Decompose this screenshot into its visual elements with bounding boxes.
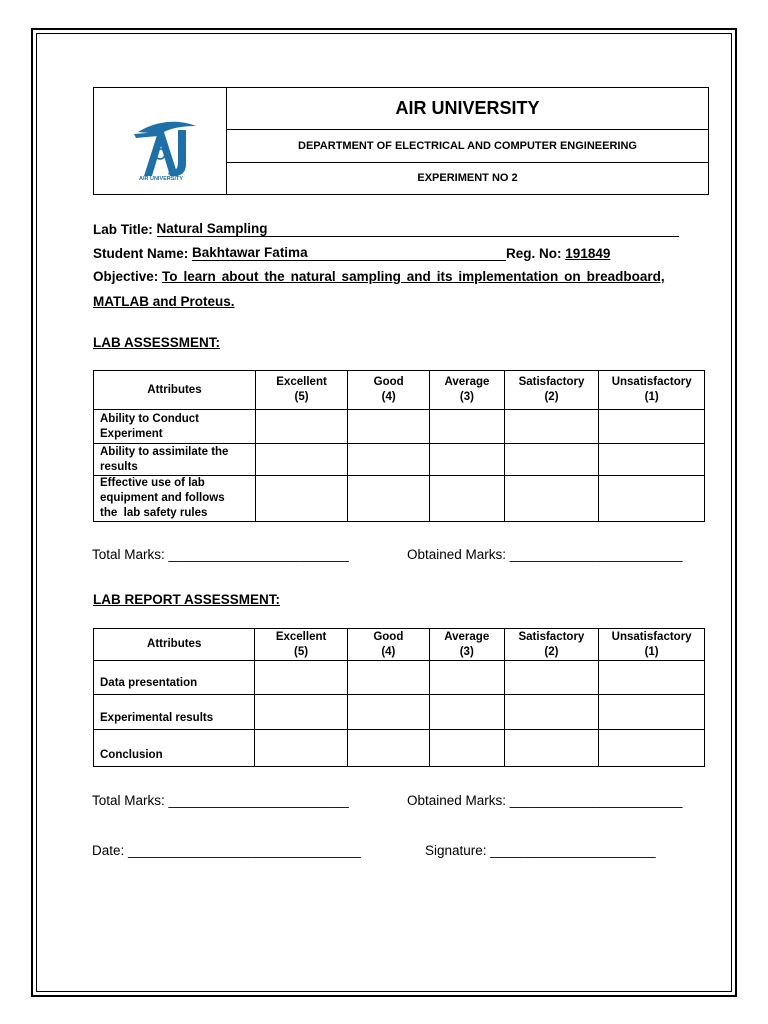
score-cell[interactable] (348, 410, 430, 444)
table-row (94, 730, 705, 767)
score-cell[interactable] (504, 730, 599, 767)
table-header-row (94, 371, 705, 410)
attribute-cell: Ability to Conduct Experiment (94, 410, 256, 444)
table-row (94, 410, 705, 444)
col-satisfactory: Satisfactory (2) (504, 629, 599, 661)
student-name-label: Student Name: (93, 246, 189, 261)
attribute-cell: Conclusion (94, 730, 255, 767)
objective-text-2: MATLAB and Proteus. (93, 294, 235, 309)
objective-line (93, 269, 703, 284)
signature-field: Signature: ______________________ (425, 843, 656, 858)
report-obtained-marks: Obtained Marks: _______________________ (407, 793, 683, 808)
score-cell[interactable] (599, 410, 705, 444)
col-satisfactory: Satisfactory (2) (504, 371, 599, 410)
reg-no-label: Reg. No: (506, 246, 562, 261)
score-cell[interactable] (599, 695, 705, 730)
score-cell[interactable] (504, 444, 599, 476)
lab-title-label: Lab Title: (93, 222, 153, 237)
score-cell[interactable] (255, 444, 347, 476)
score-cell[interactable] (504, 661, 599, 695)
score-cell[interactable] (348, 444, 430, 476)
score-cell[interactable] (429, 730, 504, 767)
student-name-field (192, 246, 506, 261)
experiment-number: EXPERIMENT NO 2 (417, 172, 518, 184)
objective-text-1: To learn about the natural sampling and its implementation on breadboard, (162, 269, 665, 284)
score-cell[interactable] (504, 476, 599, 522)
table-row (94, 444, 705, 476)
col-excellent: Excellent (5) (255, 629, 347, 661)
col-average: Average (3) (430, 371, 505, 410)
table-row (94, 476, 705, 522)
air-university-logo (94, 88, 227, 194)
attribute-cell: Experimental results (94, 695, 255, 730)
score-cell[interactable] (348, 476, 430, 522)
score-cell[interactable] (599, 476, 705, 522)
university-title: AIR UNIVERSITY (227, 88, 708, 130)
score-cell[interactable] (430, 476, 505, 522)
report-assessment-table (93, 628, 705, 767)
score-cell[interactable] (347, 730, 429, 767)
lab-assessment-title: LAB ASSESSMENT: (93, 335, 221, 350)
col-average: Average (3) (429, 629, 504, 661)
col-attributes: Attributes (94, 371, 256, 410)
objective-label: Objective: (93, 269, 159, 284)
col-unsatisfactory: Unsatisfactory (1) (599, 629, 705, 661)
score-cell[interactable] (430, 444, 505, 476)
score-cell[interactable] (255, 695, 347, 730)
table-header-row (94, 629, 705, 661)
score-cell[interactable] (255, 661, 347, 695)
score-cell[interactable] (255, 410, 347, 444)
lab-total-marks: Total Marks: ________________________ (92, 547, 349, 562)
col-excellent: Excellent (5) (255, 371, 347, 410)
score-cell[interactable] (430, 410, 505, 444)
attribute-cell: Data presentation (94, 661, 255, 695)
score-cell[interactable] (347, 695, 429, 730)
score-cell[interactable] (255, 730, 347, 767)
table-row (94, 695, 705, 730)
score-cell[interactable] (429, 661, 504, 695)
col-attributes: Attributes (94, 629, 255, 661)
lab-title-value: Natural Sampling (156, 221, 268, 236)
lab-assessment-table (93, 370, 705, 522)
header-box (93, 87, 709, 195)
report-total-marks: Total Marks: ________________________ (92, 793, 349, 808)
col-good: Good (4) (348, 371, 430, 410)
score-cell[interactable] (255, 476, 347, 522)
date-field: Date: _______________________________ (92, 843, 361, 858)
score-cell[interactable] (347, 661, 429, 695)
col-unsatisfactory: Unsatisfactory (1) (599, 371, 705, 410)
score-cell[interactable] (429, 695, 504, 730)
report-assessment-title: LAB REPORT ASSESSMENT: (93, 592, 281, 607)
lab-title-line (93, 222, 679, 237)
score-cell[interactable] (599, 444, 705, 476)
student-name-value: Bakhtawar Fatima (192, 245, 308, 260)
table-row (94, 661, 705, 695)
logo-text: AIR UNIVERSITY (138, 176, 184, 182)
lab-title-field (157, 222, 679, 237)
reg-no-value: 191849 (565, 246, 611, 261)
col-good: Good (4) (347, 629, 429, 661)
score-cell[interactable] (599, 730, 705, 767)
logo-cell (94, 88, 227, 194)
attribute-cell: Effective use of lab equipment and follows the lab safety rules (94, 476, 256, 522)
attribute-cell: Ability to assimilate the results (94, 444, 256, 476)
score-cell[interactable] (504, 695, 599, 730)
department-name: DEPARTMENT OF ELECTRICAL AND COMPUTER ENGINEERING (227, 129, 708, 163)
student-name-line (93, 246, 610, 261)
score-cell[interactable] (504, 410, 599, 444)
lab-obtained-marks: Obtained Marks: _______________________ (407, 547, 683, 562)
score-cell[interactable] (599, 661, 705, 695)
